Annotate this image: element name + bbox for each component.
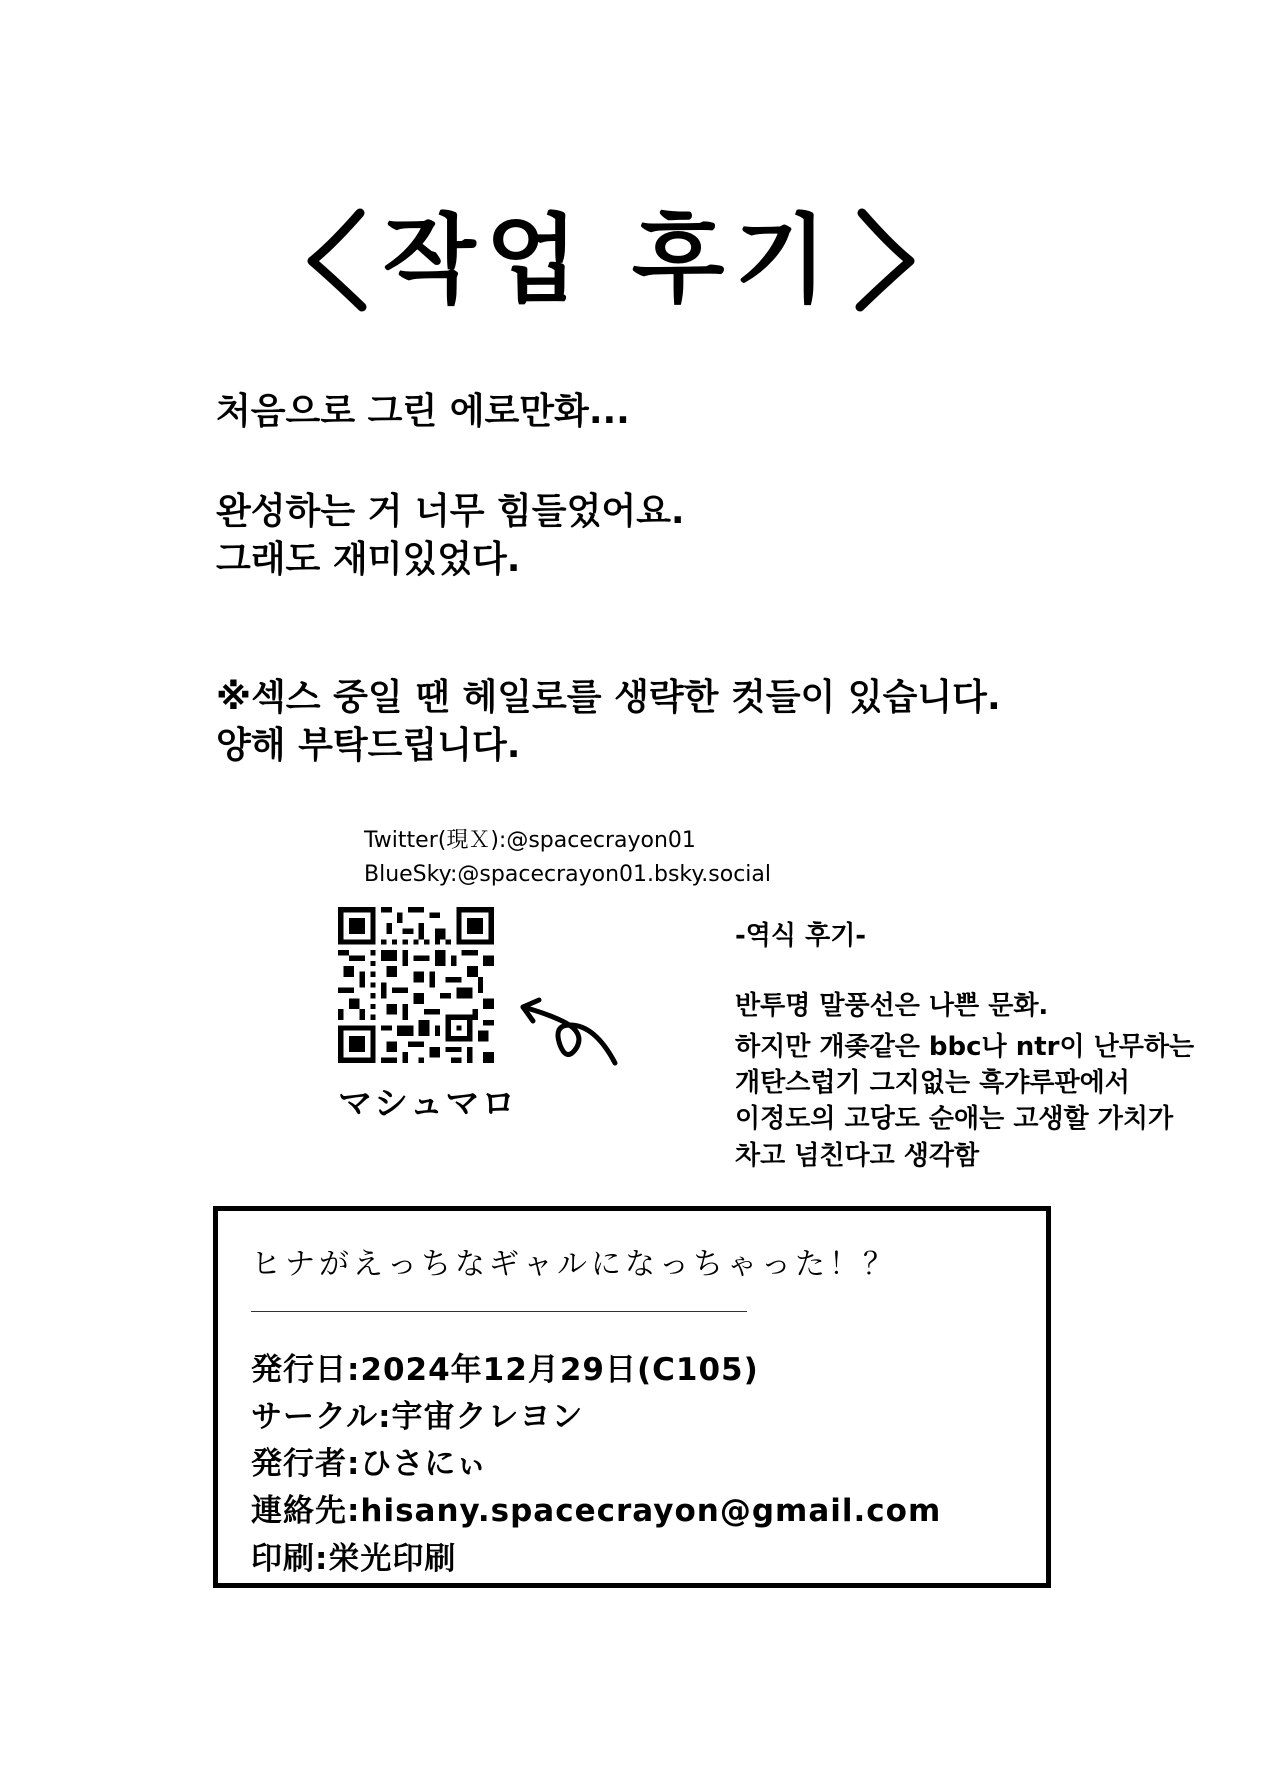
bluesky-handle[interactable]: BlueSky:@spacecrayon01.bsky.social	[364, 862, 771, 887]
note-line: ※섹스 중일 땐 헤일로를 생략한 컷들이 있습니다.	[216, 677, 1001, 718]
twitter-handle[interactable]: Twitter(現Ｘ):@spacecrayon01	[364, 828, 696, 853]
divider	[251, 1311, 747, 1312]
colophon-box	[213, 1206, 1051, 1588]
translator-line: 차고 넘친다고 생각함	[735, 1141, 980, 1171]
page-heading: 작업 후기	[382, 204, 838, 316]
translator-line: 하지만 개좆같은 bbc나 ntr이 난무하는	[735, 1032, 1195, 1062]
note-line: 완성하는 거 너무 힘들었어요.	[216, 491, 685, 532]
translator-heading: -역식 후기-	[735, 921, 867, 951]
note-line: 그래도 재미있었다.	[216, 539, 521, 580]
right-angle-bracket-icon	[850, 205, 920, 315]
translator-line: 반투명 말풍선은 나쁜 문화.	[735, 991, 1049, 1021]
qr-code-icon[interactable]	[338, 907, 494, 1063]
note-line: 양해 부탁드립니다.	[216, 725, 521, 766]
contact-email[interactable]: 連絡先:hisany.spacecrayon@gmail.com	[251, 1493, 942, 1529]
book-title: ヒナがえっちなギャルになっちゃった！？	[251, 1247, 897, 1282]
printer-name: 印刷:栄光印刷	[251, 1541, 457, 1577]
translator-line: 개탄스럽기 그지없는 흑갸루판에서	[735, 1068, 1130, 1098]
page-heading-container	[300, 200, 920, 320]
note-line: 처음으로 그린 에로만화...	[216, 391, 630, 432]
qr-caption: マシュマロ	[338, 1084, 518, 1124]
publish-date: 発行日:2024年12月29日(C105)	[251, 1352, 759, 1388]
publisher-name: 発行者:ひさにぃ	[251, 1446, 488, 1482]
hand-drawn-arrow-icon	[515, 995, 625, 1075]
circle-name: サークル:宇宙クレヨン	[251, 1399, 584, 1435]
translator-line: 이정도의 고당도 순애는 고생할 가치가	[735, 1104, 1174, 1134]
